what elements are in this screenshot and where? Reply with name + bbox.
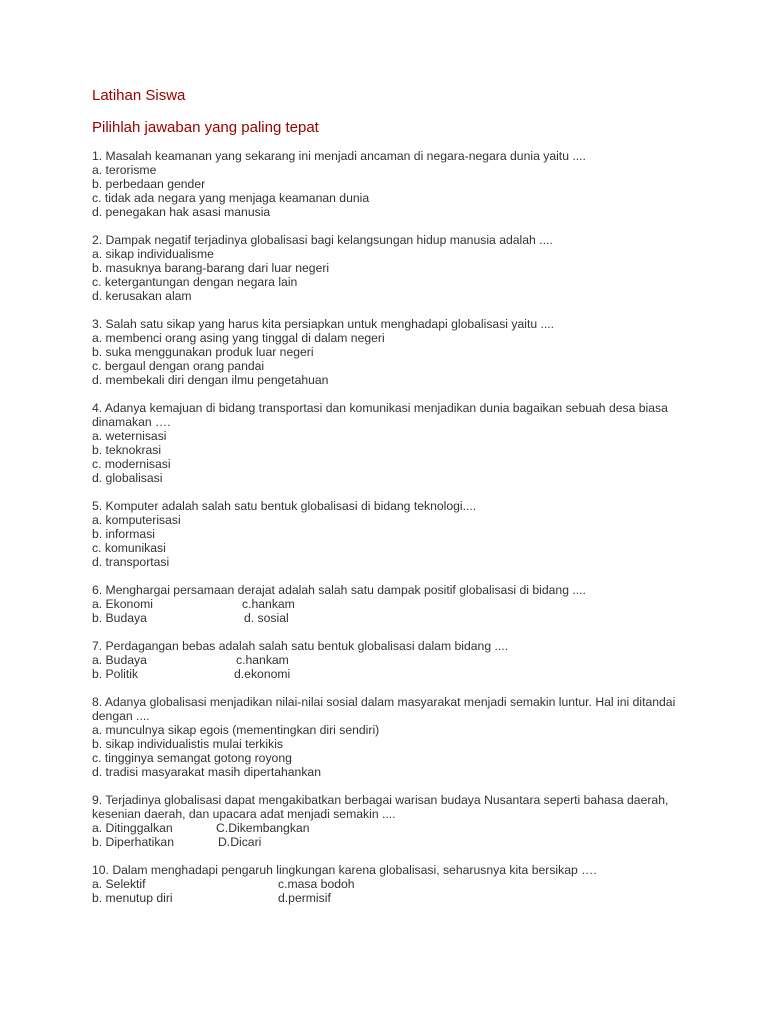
answer-option: d. penegakan hak asasi manusia — [92, 205, 271, 219]
answer-option: d.permisif — [278, 891, 331, 905]
answer-option: c. modernisasi — [92, 457, 171, 471]
question-8 — [92, 695, 712, 779]
answer-option: C.Dikembangkan — [216, 821, 310, 835]
question-4 — [92, 401, 712, 485]
question-text: 5. Komputer adalah salah satu bentuk globalisasi di bidang teknologi.... — [92, 499, 477, 513]
answer-row — [92, 821, 712, 835]
answer-option: d. membekali diri dengan ilmu pengetahuan — [92, 373, 329, 387]
question-text: 2. Dampak negatif terjadinya globalisasi bagi kelangsungan hidup manusia adalah .... — [92, 233, 553, 247]
answer-option: c.hankam — [236, 653, 289, 667]
answer-option: d. kerusakan alam — [92, 289, 192, 303]
answer-option: b. Budaya — [92, 611, 147, 625]
answer-row — [92, 835, 712, 849]
answer-option: c. komunikasi — [92, 541, 166, 555]
question-9 — [92, 793, 712, 849]
answer-option: D.Dicari — [218, 835, 262, 849]
answer-row — [92, 611, 712, 625]
question-3 — [92, 317, 712, 387]
question-text: 4. Adanya kemajuan di bidang transportasi dan komunikasi menjadikan dunia bagaikan sebuah desa biasa dinamakan …. — [92, 401, 668, 429]
answer-option: a. sikap individualisme — [92, 247, 214, 261]
answer-option: c. tidak ada negara yang menjaga keamanan dunia — [92, 191, 370, 205]
instruction-heading: Pilihlah jawaban yang paling tepat — [92, 119, 319, 136]
answer-option: a. Selektif — [92, 877, 146, 891]
question-text: 6. Menghargai persamaan derajat adalah salah satu dampak positif globalisasi di bidang .... — [92, 583, 586, 597]
question-10 — [92, 863, 712, 905]
question-7 — [92, 639, 712, 681]
answer-row — [92, 653, 712, 667]
answer-option: b. sikap individualistis mulai terkikis — [92, 737, 284, 751]
document-title: Latihan Siswa — [92, 87, 186, 104]
answer-option: b. masuknya barang-barang dari luar negeri — [92, 261, 330, 275]
question-6 — [92, 583, 712, 625]
answer-option: c. bergaul dengan orang pandai — [92, 359, 265, 373]
answer-option: c.hankam — [242, 597, 295, 611]
question-text: 9. Terjadinya globalisasi dapat mengakibatkan berbagai warisan budaya Nusantara seperti bahasa daerah, kesenian daerah, dan upacara adat menjadi semakin .... — [92, 793, 669, 821]
answer-option: b. teknokrasi — [92, 443, 162, 457]
question-text: 10. Dalam menghadapi pengaruh lingkungan karena globalisasi, seharusnya kita bersikap …. — [92, 863, 597, 877]
answer-option: a. terorisme — [92, 163, 157, 177]
answer-option: d. globalisasi — [92, 471, 163, 485]
document-page — [92, 86, 712, 919]
answer-option: b. Diperhatikan — [92, 835, 174, 849]
answer-option: a. munculnya sikap egois (mementingkan diri sendiri) — [92, 723, 380, 737]
answer-row — [92, 667, 712, 681]
answer-option: d. sosial — [244, 611, 289, 625]
question-text: 1. Masalah keamanan yang sekarang ini menjadi ancaman di negara-negara dunia yaitu .... — [92, 149, 586, 163]
answer-option: a. komputerisasi — [92, 513, 181, 527]
answer-row — [92, 877, 712, 891]
answer-option: a. weternisasi — [92, 429, 167, 443]
question-2 — [92, 233, 712, 303]
answer-option: c. tingginya semangat gotong royong — [92, 751, 292, 765]
question-text: 3. Salah satu sikap yang harus kita persiapkan untuk menghadapi globalisasi yaitu .... — [92, 317, 555, 331]
answer-option: b. menutup diri — [92, 891, 173, 905]
answer-option: d. transportasi — [92, 555, 170, 569]
answer-option: d.ekonomi — [234, 667, 291, 681]
answer-row — [92, 597, 712, 611]
answer-option: b. informasi — [92, 527, 155, 541]
answer-option: a. Budaya — [92, 653, 147, 667]
answer-option: c. ketergantungan dengan negara lain — [92, 275, 298, 289]
question-1 — [92, 149, 712, 219]
answer-option: a. membenci orang asing yang tinggal di dalam negeri — [92, 331, 385, 345]
answer-option: a. Ditinggalkan — [92, 821, 173, 835]
answer-option: c.masa bodoh — [278, 877, 355, 891]
answer-option: b. suka menggunakan produk luar negeri — [92, 345, 314, 359]
answer-option: b. perbedaan gender — [92, 177, 206, 191]
answer-option: d. tradisi masyarakat masih dipertahankan — [92, 765, 321, 779]
answer-option: a. Ekonomi — [92, 597, 153, 611]
question-text: 8. Adanya globalisasi menjadikan nilai-nilai sosial dalam masyarakat menjadi semakin luntur. Hal ini ditandai dengan .... — [92, 695, 676, 723]
answer-row — [92, 891, 712, 905]
question-5 — [92, 499, 712, 569]
question-text: 7. Perdagangan bebas adalah salah satu bentuk globalisasi dalam bidang .... — [92, 639, 509, 653]
answer-option: b. Politik — [92, 667, 139, 681]
